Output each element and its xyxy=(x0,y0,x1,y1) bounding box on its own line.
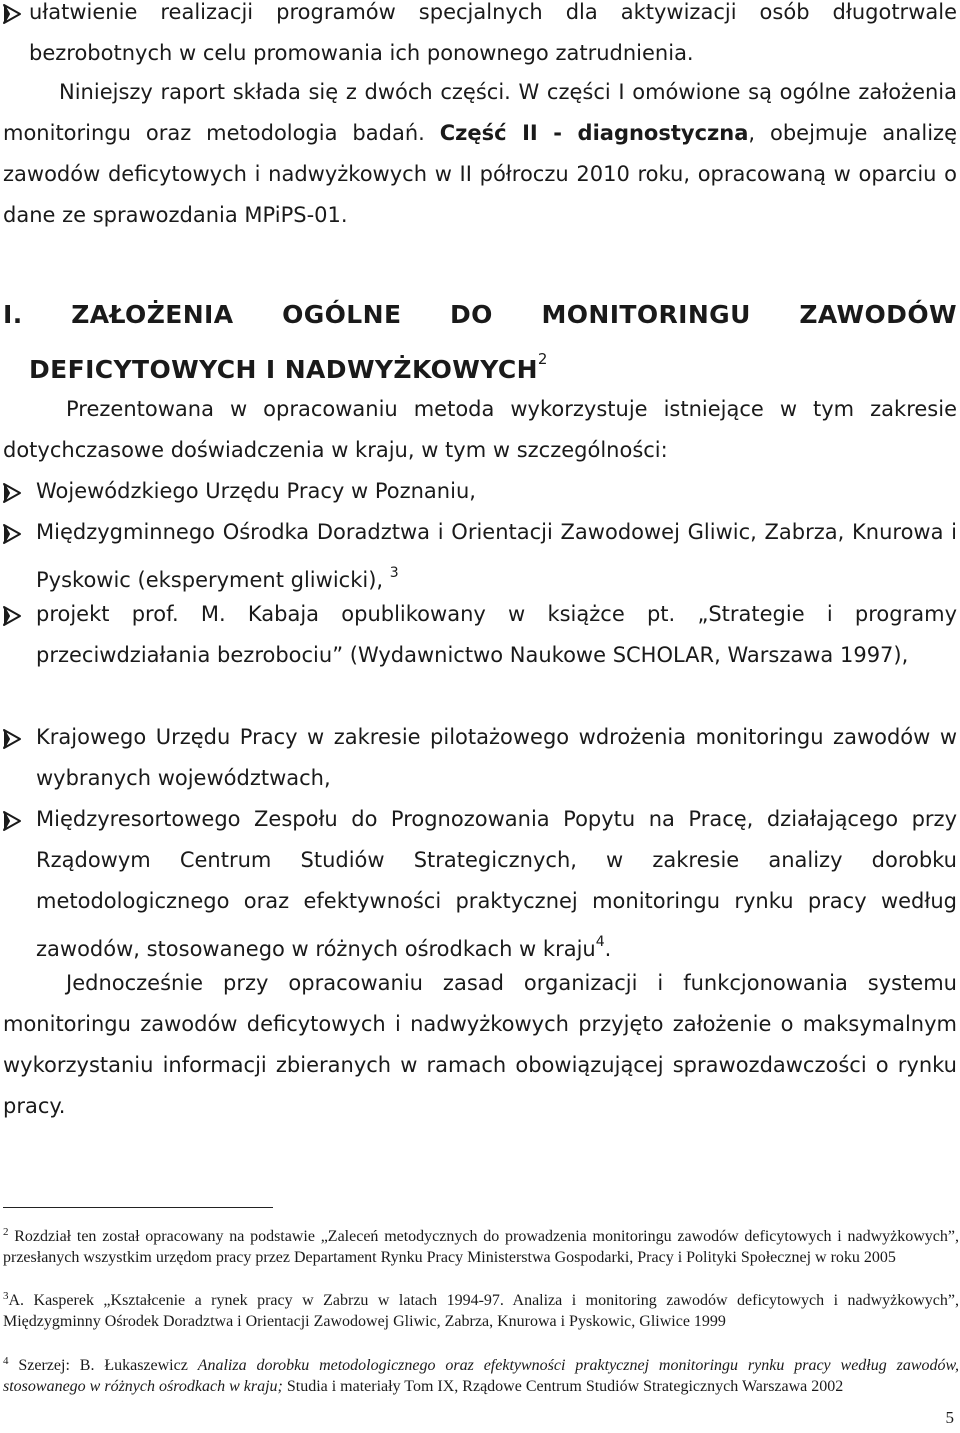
closing-paragraph: Jednocześnie przy opracowaniu zasad organizacji i funkcjonowania systemu monitoringu zawodów deficytowych i nadwyżkowych przyjęto założenie o maksymalnym wykorzystaniu informacji zbieranych w ramach obowiązującej sprawozdawczości o rynku pracy. xyxy=(3,971,957,1118)
heading-word: DO xyxy=(450,300,493,329)
arrow-bullet-icon xyxy=(0,2,24,26)
list-item-text: projekt prof. M. Kabaja opublikowany w książce pt. „Strategie i programy przeciwdziałania bezrobociu” (Wydawnictwo Naukowe SCHOLAR, Warszawa 1997), xyxy=(36,602,957,667)
arrow-bullet-icon xyxy=(0,809,24,833)
footnote-text: A. Kasperek „Kształcenie a rynek pracy w Zabrzu w latach 1994-97. Analiza i monitoring zawodów deficytowych i nadwyżkowych”, Międzygminny Ośrodek Doradztwa i Orientacji Zawodowej Gliwic, Zabrza, Knurowa i Pyskowic, Gliwice 1999 xyxy=(3,1292,959,1330)
heading-word: I. xyxy=(3,300,23,329)
section-heading xyxy=(3,292,957,392)
footnote xyxy=(3,1222,959,1268)
footnote xyxy=(3,1286,959,1332)
list-item-text: ułatwienie realizacji programów specjalnych dla aktywizacji osób długotrwale bezrobotnych w celu promowania ich ponownego zatrudnienia. xyxy=(29,0,957,65)
heading-word: ZAWODÓW xyxy=(799,300,957,329)
list-item-tail: . xyxy=(604,937,612,961)
list-item-text xyxy=(36,799,957,970)
footnote-number: 4 xyxy=(3,1355,9,1367)
footnote-divider xyxy=(3,1207,273,1208)
footnote-ref: 3 xyxy=(389,565,399,581)
arrow-bullet-icon xyxy=(0,522,24,546)
arrow-bullet-icon xyxy=(0,604,24,628)
method-paragraph: Prezentowana w opracowaniu metoda wykorzystuje istniejące w tym zakresie dotychczasowe doświadczenia w kraju, w tym w szczególności: xyxy=(3,397,957,462)
page-number: 5 xyxy=(945,1408,954,1427)
footnote-number: 2 xyxy=(3,1226,9,1238)
intro-text-2: , obejmuje analizę zawodów deficytowych i nadwyżkowych w II półroczu 2010 roku, opracowaną w oparciu o dane ze sprawozdania MPiPS-01. xyxy=(3,121,957,227)
intro-text-1: Niniejszy raport składa się z dwóch części. W części I omówione są ogólne założenia monitoringu oraz metodologia badań. xyxy=(3,80,957,145)
heading-word: MONITORINGU xyxy=(541,300,751,329)
heading-word: ZAŁOŻENIA xyxy=(71,300,234,329)
list-item-text: Wojewódzkiego Urzędu Pracy w Poznaniu, xyxy=(36,479,476,503)
intro-paragraph xyxy=(3,72,957,236)
list-item-text-body: Międzygminnego Ośrodka Doradztwa i Orientacji Zawodowej Gliwic, Zabrza, Knurowa i Pyskowic (eksperyment gliwicki), xyxy=(36,520,957,592)
footnote-ref: 4 xyxy=(595,934,605,950)
footnote-ref: 2 xyxy=(537,350,548,368)
intro-bold-text: Część II - diagnostyczna xyxy=(439,121,749,145)
footnote-number: 3 xyxy=(3,1290,9,1302)
heading-line-2: DEFICYTOWYCH I NADWYŻKOWYCH xyxy=(29,355,538,384)
footnote-text: Rozdział ten został opracowany na podstawie „Zaleceń metodycznych do prowadzenia monitoringu zawodów deficytowych i nadwyżkowych”, przesłanych wszystkim urzędom pracy przez Departament Rynku Pracy Ministerstwa Gospodarki, Pracy i Polityki Społecznej w roku 2005 xyxy=(3,1228,959,1266)
list-item-text: Krajowego Urzędu Pracy w zakresie pilotażowego wdrożenia monitoringu zawodów w wybranych województwach, xyxy=(36,725,957,790)
list-item-text-body: Międzyresortowego Zespołu do Prognozowania Popytu na Pracę, działającego przy Rządowym Centrum Studiów Strategicznych, w zakresie analizy dorobku metodologicznego oraz efektywności praktycznej monitoringu rynku pracy według zawodów, stosowanego w różnych ośrodkach w kraju xyxy=(36,807,957,961)
footnote-text: Studia i materiały Tom IX, Rządowe Centrum Studiów Strategicznych Warszawa 2002 xyxy=(282,1378,844,1395)
heading-word: OGÓLNE xyxy=(282,300,402,329)
list-item-text xyxy=(36,512,957,601)
arrow-bullet-icon xyxy=(0,727,24,751)
footnote-text: Szerzej: B. Łukaszewicz xyxy=(8,1357,198,1374)
footnote-italic-title: Analiza dorobku metodologicznego oraz efektywności praktycznej monitoringu rynku pracy według zawodów, stosowanego w różnych ośrodkach w kraju; xyxy=(3,1357,960,1395)
footnote xyxy=(3,1351,959,1397)
arrow-bullet-icon xyxy=(0,481,24,505)
